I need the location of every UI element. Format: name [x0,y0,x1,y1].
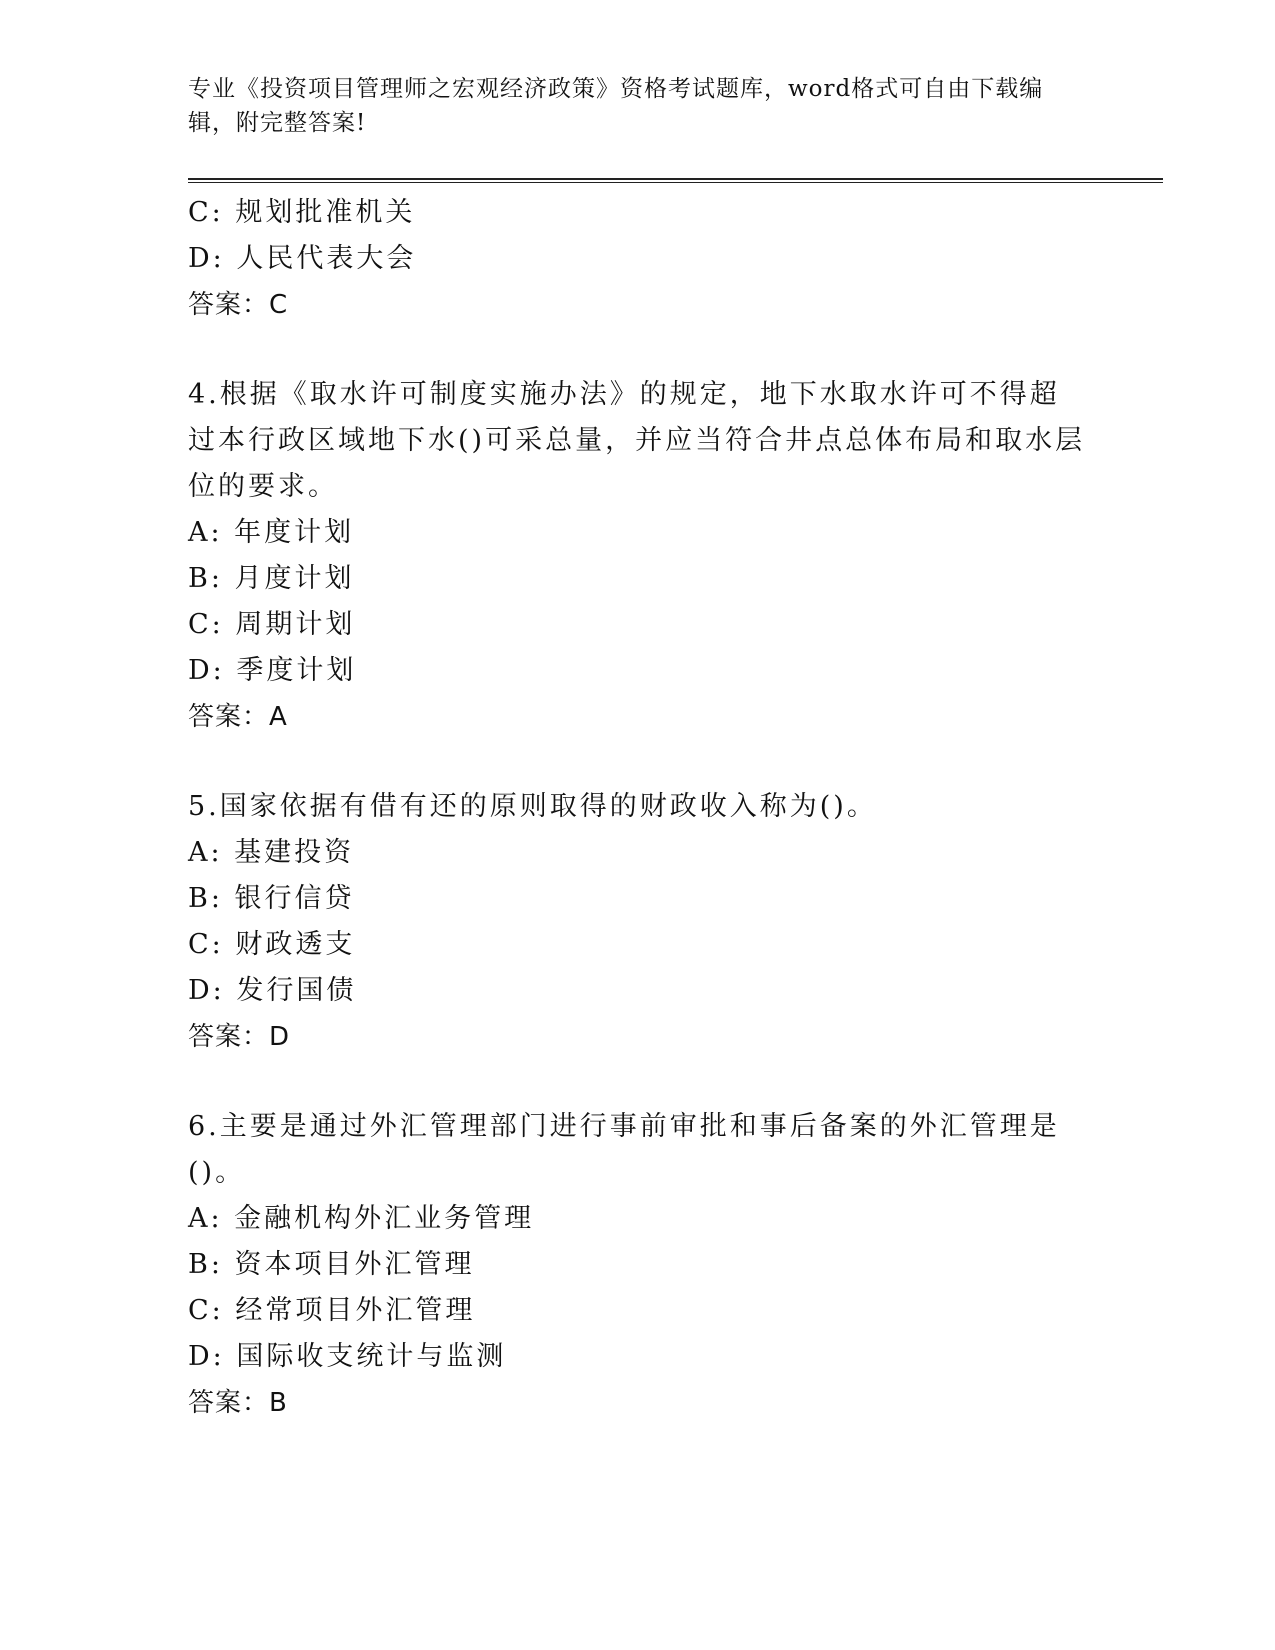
option-d: D: 人民代表大会 [188,243,417,274]
question-5 [188,784,1088,1060]
option-a: A: 年度计划 [188,517,355,548]
option-c: C: 规划批准机关 [188,197,416,228]
question-stem: 4.根据《取水许可制度实施办法》的规定，地下水取水许可不得超过本行政区域地下水()可采总量，并应当符合井点总体布局和取水层位的要求。 [188,379,1086,502]
option-d: D: 发行国债 [188,975,357,1006]
spacer [188,740,1088,784]
question-stem: 6.主要是通过外汇管理部门进行事前审批和事后备案的外汇管理是()。 [188,1111,1060,1188]
option-b: B: 月度计划 [188,563,355,594]
question-6 [188,1104,1088,1426]
document-header: 专业《投资项目管理师之宏观经济政策》资格考试题库，word格式可自由下载编辑，附完整答案! [188,76,1044,136]
spacer [188,1060,1088,1104]
option-b: B: 资本项目外汇管理 [188,1249,475,1280]
spacer [188,328,1088,372]
question-list [188,190,1088,1426]
option-c: C: 经常项目外汇管理 [188,1295,476,1326]
continued-question [188,190,1088,328]
option-a: A: 金融机构外汇业务管理 [188,1203,535,1234]
question-stem: 5.国家依据有借有还的原则取得的财政收入称为()。 [188,791,877,822]
option-d: D: 国际收支统计与监测 [188,1341,507,1372]
option-c: C: 财政透支 [188,929,356,960]
answer-line: 答案：A [188,702,288,732]
option-b: B: 银行信贷 [188,883,355,914]
option-c: C: 周期计划 [188,609,356,640]
header-divider [188,178,1163,183]
option-a: A: 基建投资 [188,837,355,868]
answer-line: 答案：C [188,290,289,320]
option-d: D: 季度计划 [188,655,357,686]
answer-line: 答案：D [188,1022,291,1052]
answer-line: 答案：B [188,1388,288,1418]
question-4 [188,372,1088,740]
